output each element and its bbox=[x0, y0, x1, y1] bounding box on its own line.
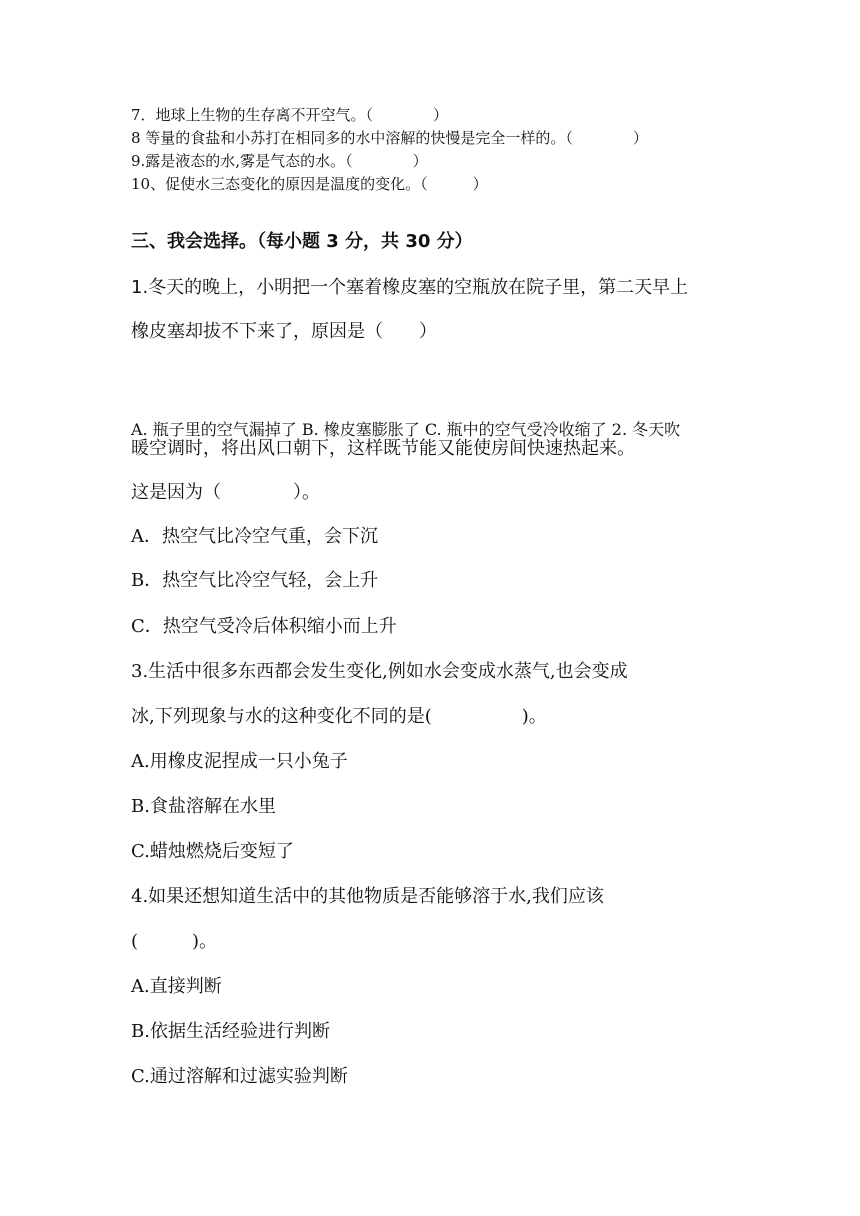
judgement-item-9: 9.露是液态的水,雾是气态的水。（ ） bbox=[131, 152, 428, 170]
question-2-line-2: 暖空调时，将出风口朝下，这样既节能又能使房间快速热起来。 bbox=[131, 438, 635, 459]
question-2-option-a: A．热空气比冷空气重，会下沉 bbox=[131, 526, 378, 547]
question-3-option-b: B.食盐溶解在水里 bbox=[131, 796, 276, 817]
question-4-line-2: ( )。 bbox=[131, 931, 218, 952]
judgement-item-7: 7．地球上生物的生存离不开空气。（ ） bbox=[131, 106, 449, 124]
question-4-option-a: A.直接判断 bbox=[131, 976, 222, 997]
question-2-option-c: C．热空气受冷后体积缩小而上升 bbox=[131, 616, 397, 637]
question-3-option-c: C.蜡烛燃烧后变短了 bbox=[131, 841, 294, 862]
question-3-line-2: 冰,下列现象与水的这种变化不同的是( )。 bbox=[131, 706, 547, 727]
question-1-line-2: 橡皮塞却拔不下来了，原因是（ ） bbox=[131, 321, 437, 342]
question-1-line-1: 1.冬天的晚上，小明把一个塞着橡皮塞的空瓶放在院子里，第二天早上 bbox=[131, 277, 689, 298]
judgement-item-8: 8 等量的食盐和小苏打在相同多的水中溶解的快慢是完全一样的。（ ） bbox=[131, 129, 648, 147]
question-3-option-a: A.用橡皮泥捏成一只小兔子 bbox=[131, 751, 348, 772]
question-1-options-and-question-2-start: A. 瓶子里的空气漏掉了 B. 橡皮塞膨胀了 C. 瓶中的空气受冷收缩了 2. 冬天吹 bbox=[131, 420, 681, 439]
section-3-title: 三、我会选择。（每小题 3 分，共 30 分） bbox=[131, 231, 473, 252]
question-2-option-b: B．热空气比冷空气轻，会上升 bbox=[131, 570, 379, 591]
question-2-line-3: 这是因为（ ）。 bbox=[131, 482, 320, 503]
question-4-option-b: B.依据生活经验进行判断 bbox=[131, 1021, 330, 1042]
question-4-line-1: 4.如果还想知道生活中的其他物质是否能够溶于水,我们应该 bbox=[131, 886, 604, 907]
question-3-line-1: 3.生活中很多东西都会发生变化,例如水会变成水蒸气,也会变成 bbox=[131, 661, 628, 682]
judgement-item-10: 10、促使水三态变化的原因是温度的变化。（ ） bbox=[131, 175, 488, 193]
question-4-option-c: C.通过溶解和过滤实验判断 bbox=[131, 1066, 348, 1087]
